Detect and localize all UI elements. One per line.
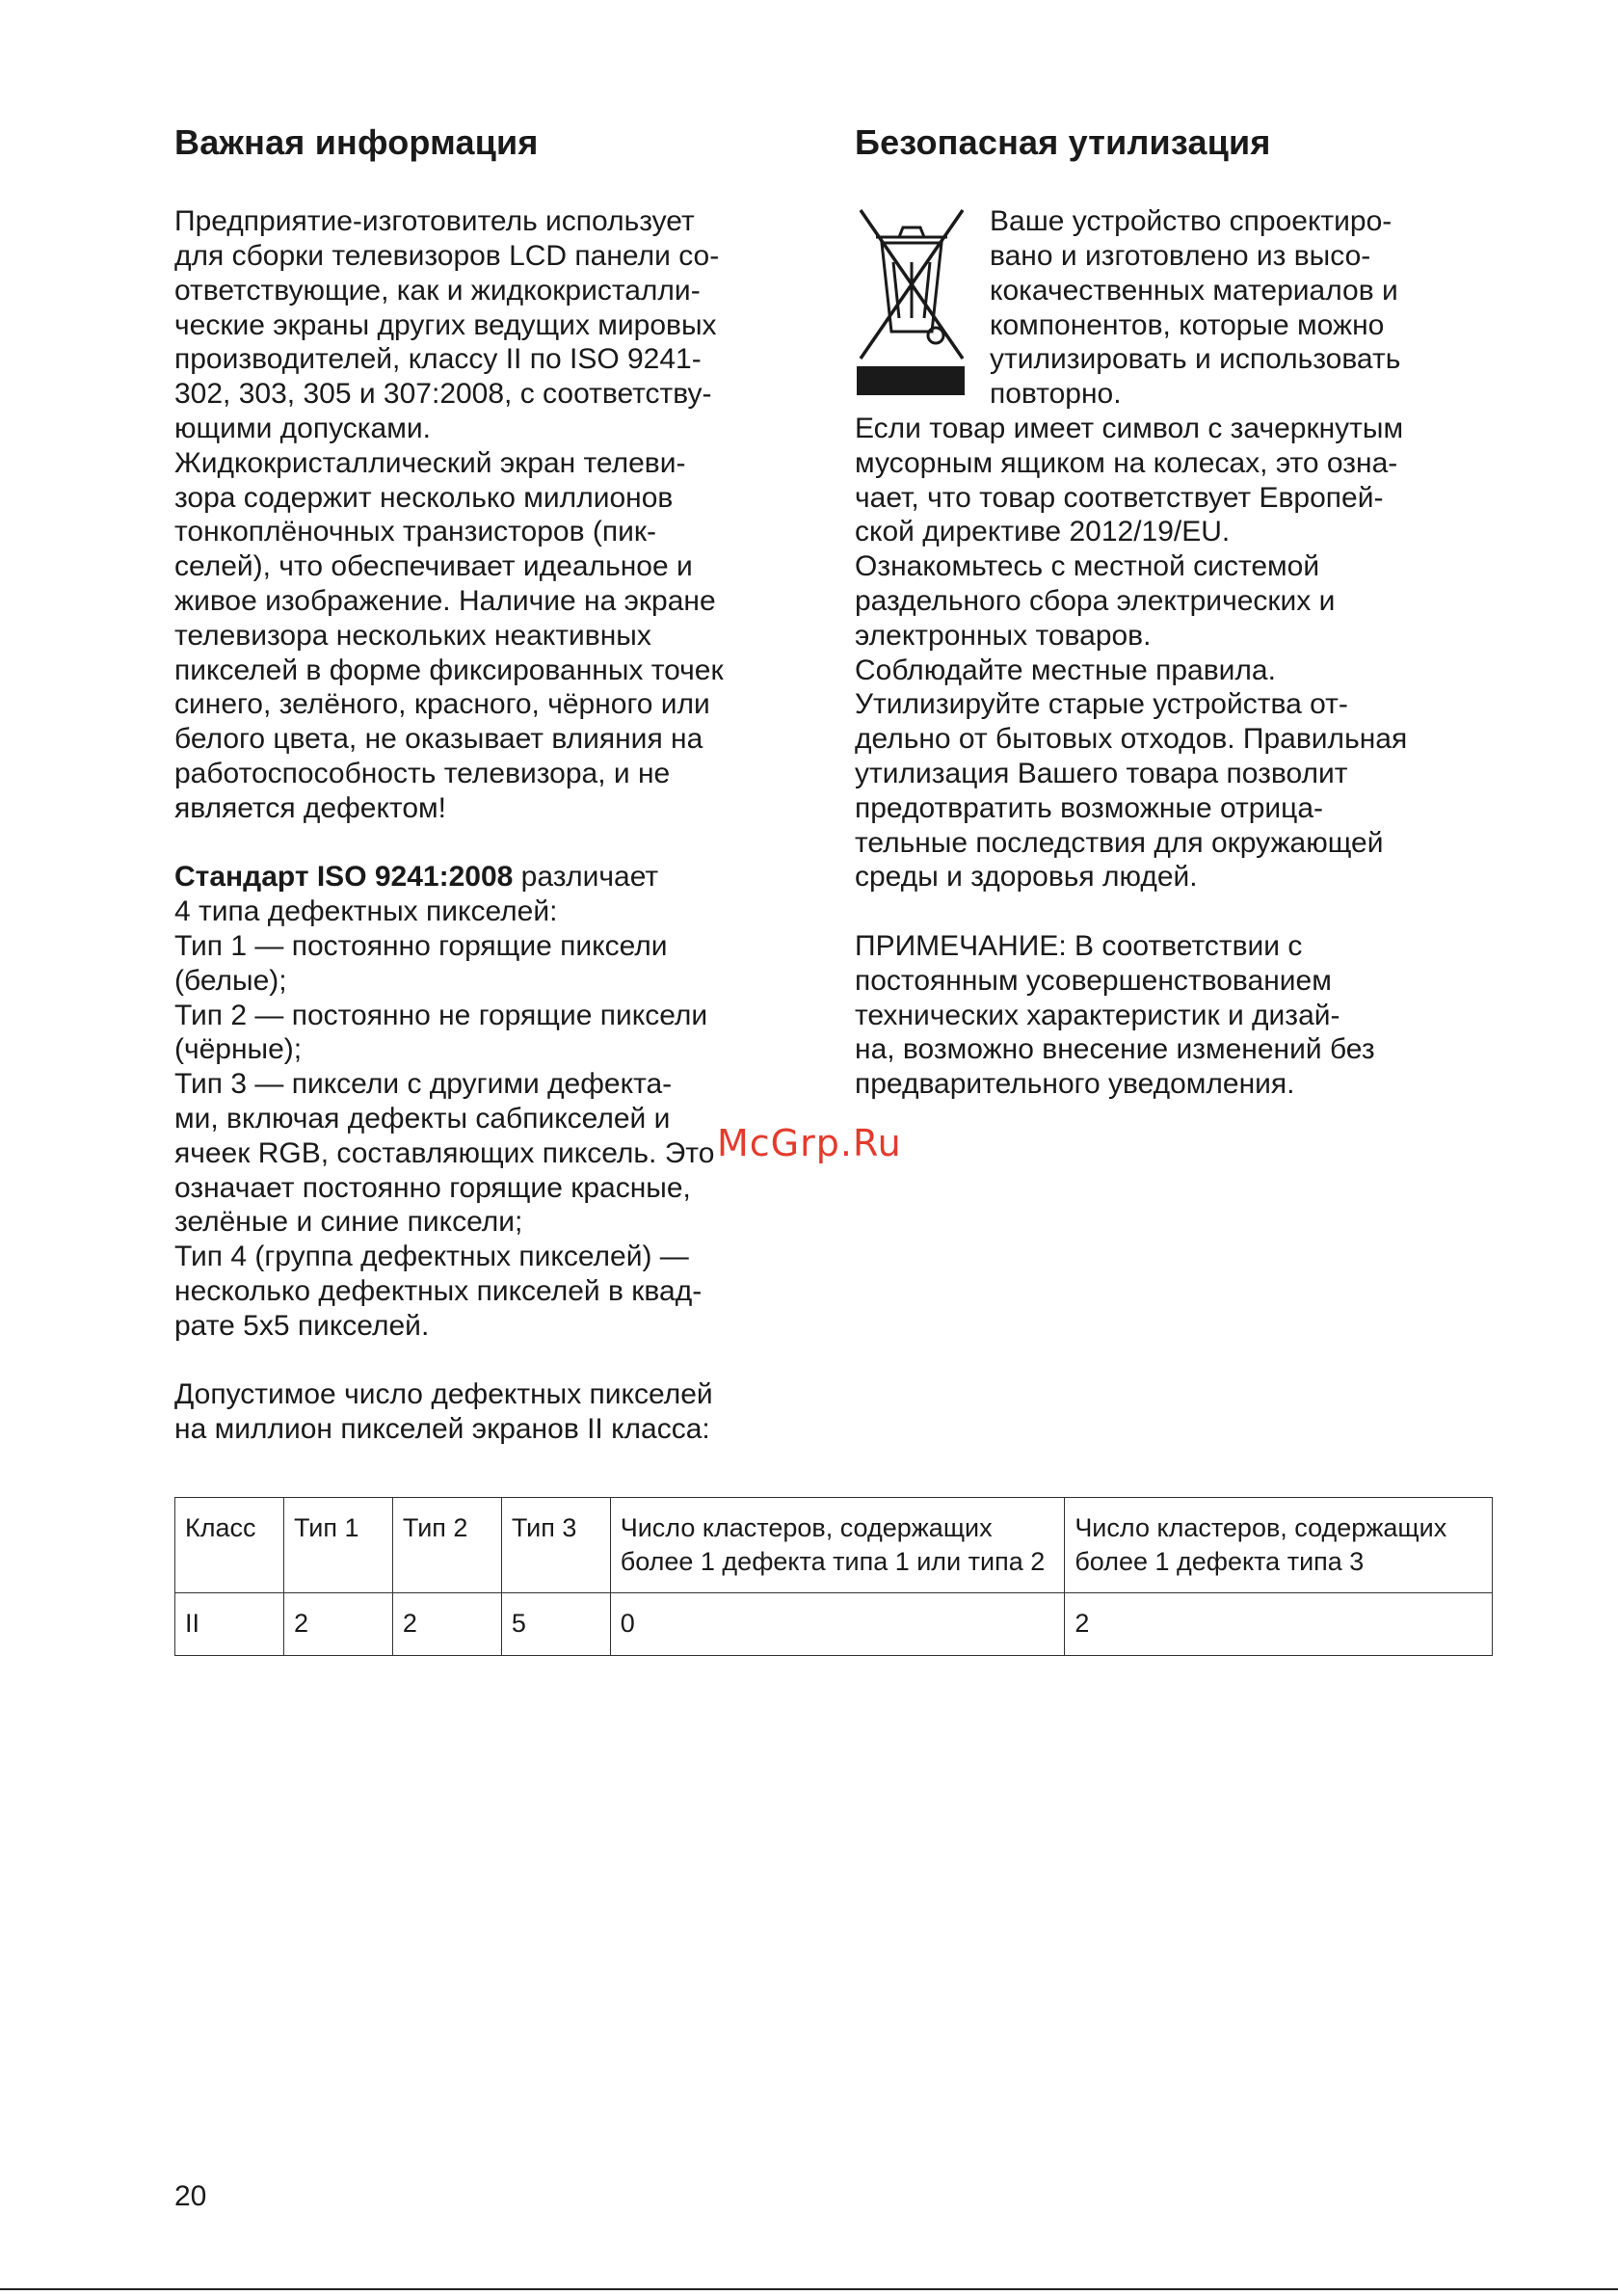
text-line: Тип 2 — постоянно не горящие пиксели bbox=[174, 999, 708, 1031]
text-line: Соблюдайте местные правила. bbox=[855, 654, 1276, 686]
note-line: ПРИМЕЧАНИЕ: В соответствии с bbox=[855, 929, 1303, 962]
text-line: тельные последствия для окружающей bbox=[855, 826, 1384, 859]
text-line: несколько дефектных пикселей в квад- bbox=[174, 1274, 703, 1307]
text-line: вано и изготовлено из высо- bbox=[990, 239, 1371, 272]
standard-line bbox=[174, 860, 810, 894]
note-line: предварительного уведомления. bbox=[855, 1068, 1295, 1101]
disposal-text bbox=[855, 204, 1491, 1102]
text-line: является дефектом! bbox=[174, 791, 446, 824]
table-header-cell: Тип 1 bbox=[283, 1498, 392, 1593]
important-info-heading: Важная информация bbox=[174, 122, 539, 162]
table-header-cell: Тип 3 bbox=[501, 1498, 610, 1593]
important-info-text bbox=[174, 204, 810, 1447]
text-line: утилизировать и использовать bbox=[990, 343, 1401, 376]
text-line: (белые); bbox=[174, 964, 287, 997]
text-line: дельно от бытовых отходов. Правильная bbox=[855, 723, 1408, 756]
note-line: на, возможно внесение изменений без bbox=[855, 1033, 1375, 1066]
text-line: Жидкокристаллический экран телеви- bbox=[174, 446, 686, 479]
standard-name: Стандарт ISO 9241:2008 bbox=[174, 861, 514, 894]
text-line: синего, зелёного, красного, чёрного или bbox=[174, 688, 710, 721]
table-cell: 2 bbox=[1065, 1593, 1493, 1656]
note-line: технических характеристик и дизай- bbox=[855, 999, 1340, 1031]
page-number: 20 bbox=[174, 2180, 207, 2212]
text-line: (чёрные); bbox=[174, 1033, 303, 1066]
table-cell: II bbox=[175, 1593, 284, 1656]
text-line: мусорным ящиком на колесах, это озна- bbox=[855, 446, 1398, 479]
text-line: Тип 3 — пиксели с другими дефекта- bbox=[174, 1068, 673, 1101]
text-line: ской директиве 2012/19/EU. bbox=[855, 516, 1231, 548]
text-line: ми, включая дефекты сабпикселей и bbox=[174, 1102, 671, 1135]
table-header-cell: Число кластеров, содержащих более 1 дефекта типа 3 bbox=[1065, 1498, 1493, 1593]
text-line: раздельного сбора электрических и bbox=[855, 584, 1336, 617]
text-line: предотвратить возможные отрица- bbox=[855, 791, 1324, 824]
text-line: 302, 303, 305 и 307:2008, с соответству- bbox=[174, 378, 712, 411]
note-line: постоянным усовершенствованием bbox=[855, 964, 1332, 997]
right-column bbox=[855, 121, 1491, 1102]
crossed-out-wheelie-bin-icon bbox=[855, 204, 968, 401]
text-line: Тип 1 — постоянно горящие пиксели bbox=[174, 929, 668, 962]
text-line: живое изображение. Наличие на экране bbox=[174, 584, 716, 617]
table-header-row bbox=[175, 1498, 1493, 1593]
text-line: рате 5х5 пикселей. bbox=[174, 1309, 430, 1342]
text-line: электронных товаров. bbox=[855, 619, 1152, 652]
text-line: Предприятие-изготовитель использует bbox=[174, 205, 695, 238]
text-line: 4 типа дефектных пикселей: bbox=[174, 895, 558, 928]
table-cell: 2 bbox=[283, 1593, 392, 1656]
text-line: зора содержит несколько миллионов bbox=[174, 481, 674, 514]
table-header-cell: Число кластеров, содержащих более 1 дефекта типа 1 или типа 2 bbox=[610, 1498, 1065, 1593]
text-line: пикселей в форме фиксированных точек bbox=[174, 654, 724, 686]
text-line: Тип 4 (группа дефектных пикселей) — bbox=[174, 1241, 689, 1273]
text-line: для сборки телевизоров LCD панели со- bbox=[174, 239, 720, 272]
table-row bbox=[175, 1593, 1493, 1656]
table-cell: 2 bbox=[392, 1593, 501, 1656]
text-line: белого цвета, не оказывает влияния на bbox=[174, 723, 703, 756]
table-header-cell: Класс bbox=[175, 1498, 284, 1593]
defect-pixels-table bbox=[174, 1497, 1493, 1656]
text-line: Допустимое число дефектных пикселей bbox=[174, 1378, 713, 1411]
text-line: тонкоплёночных транзисторов (пик- bbox=[174, 516, 656, 548]
table-cell: 5 bbox=[501, 1593, 610, 1656]
text-line: селей), что обеспечивает идеальное и bbox=[174, 550, 693, 583]
text-line: ющими допусками. bbox=[174, 412, 431, 444]
text-line: ответствующие, как и жидкокристалли- bbox=[174, 274, 701, 307]
text-line: производителей, классу II по ISO 9241- bbox=[174, 343, 702, 376]
text-line: повторно. bbox=[990, 378, 1122, 411]
text-line: чает, что товар соответствует Европей- bbox=[855, 481, 1384, 514]
text-line: работоспособность телевизора, и не bbox=[174, 757, 671, 789]
text-line: телевизора нескольких неактивных bbox=[174, 619, 651, 652]
text-line: Утилизируйте старые устройства от- bbox=[855, 688, 1348, 721]
text-line: утилизация Вашего товара позволит bbox=[855, 757, 1348, 789]
text-line: компонентов, которые можно bbox=[990, 308, 1385, 341]
text-line: на миллион пикселей экранов II класса: bbox=[174, 1413, 710, 1446]
bottom-rule bbox=[0, 2288, 1618, 2290]
text-line: зелёные и синие пиксели; bbox=[174, 1206, 523, 1239]
text-line: кокачественных материалов и bbox=[990, 274, 1398, 307]
text-line: ячеек RGB, составляющих пиксель. Это bbox=[174, 1136, 715, 1169]
text-line: Ваше устройство спроектиро- bbox=[990, 205, 1393, 238]
left-column bbox=[174, 121, 810, 1447]
bin-underline-bar bbox=[857, 366, 965, 395]
text-line: ческие экраны других ведущих мировых bbox=[174, 308, 717, 341]
standard-rest: различает bbox=[513, 861, 659, 894]
table-cell: 0 bbox=[610, 1593, 1065, 1656]
text-line: означает постоянно горящие красные, bbox=[174, 1171, 691, 1204]
table-header-cell: Тип 2 bbox=[392, 1498, 501, 1593]
watermark: McGrp.Ru bbox=[717, 1122, 902, 1164]
text-line: Если товар имеет символ с зачеркнутым bbox=[855, 412, 1404, 444]
disposal-heading: Безопасная утилизация bbox=[855, 122, 1271, 162]
text-line: среды и здоровья людей. bbox=[855, 861, 1198, 894]
text-line: Ознакомьтесь с местной системой bbox=[855, 550, 1320, 583]
